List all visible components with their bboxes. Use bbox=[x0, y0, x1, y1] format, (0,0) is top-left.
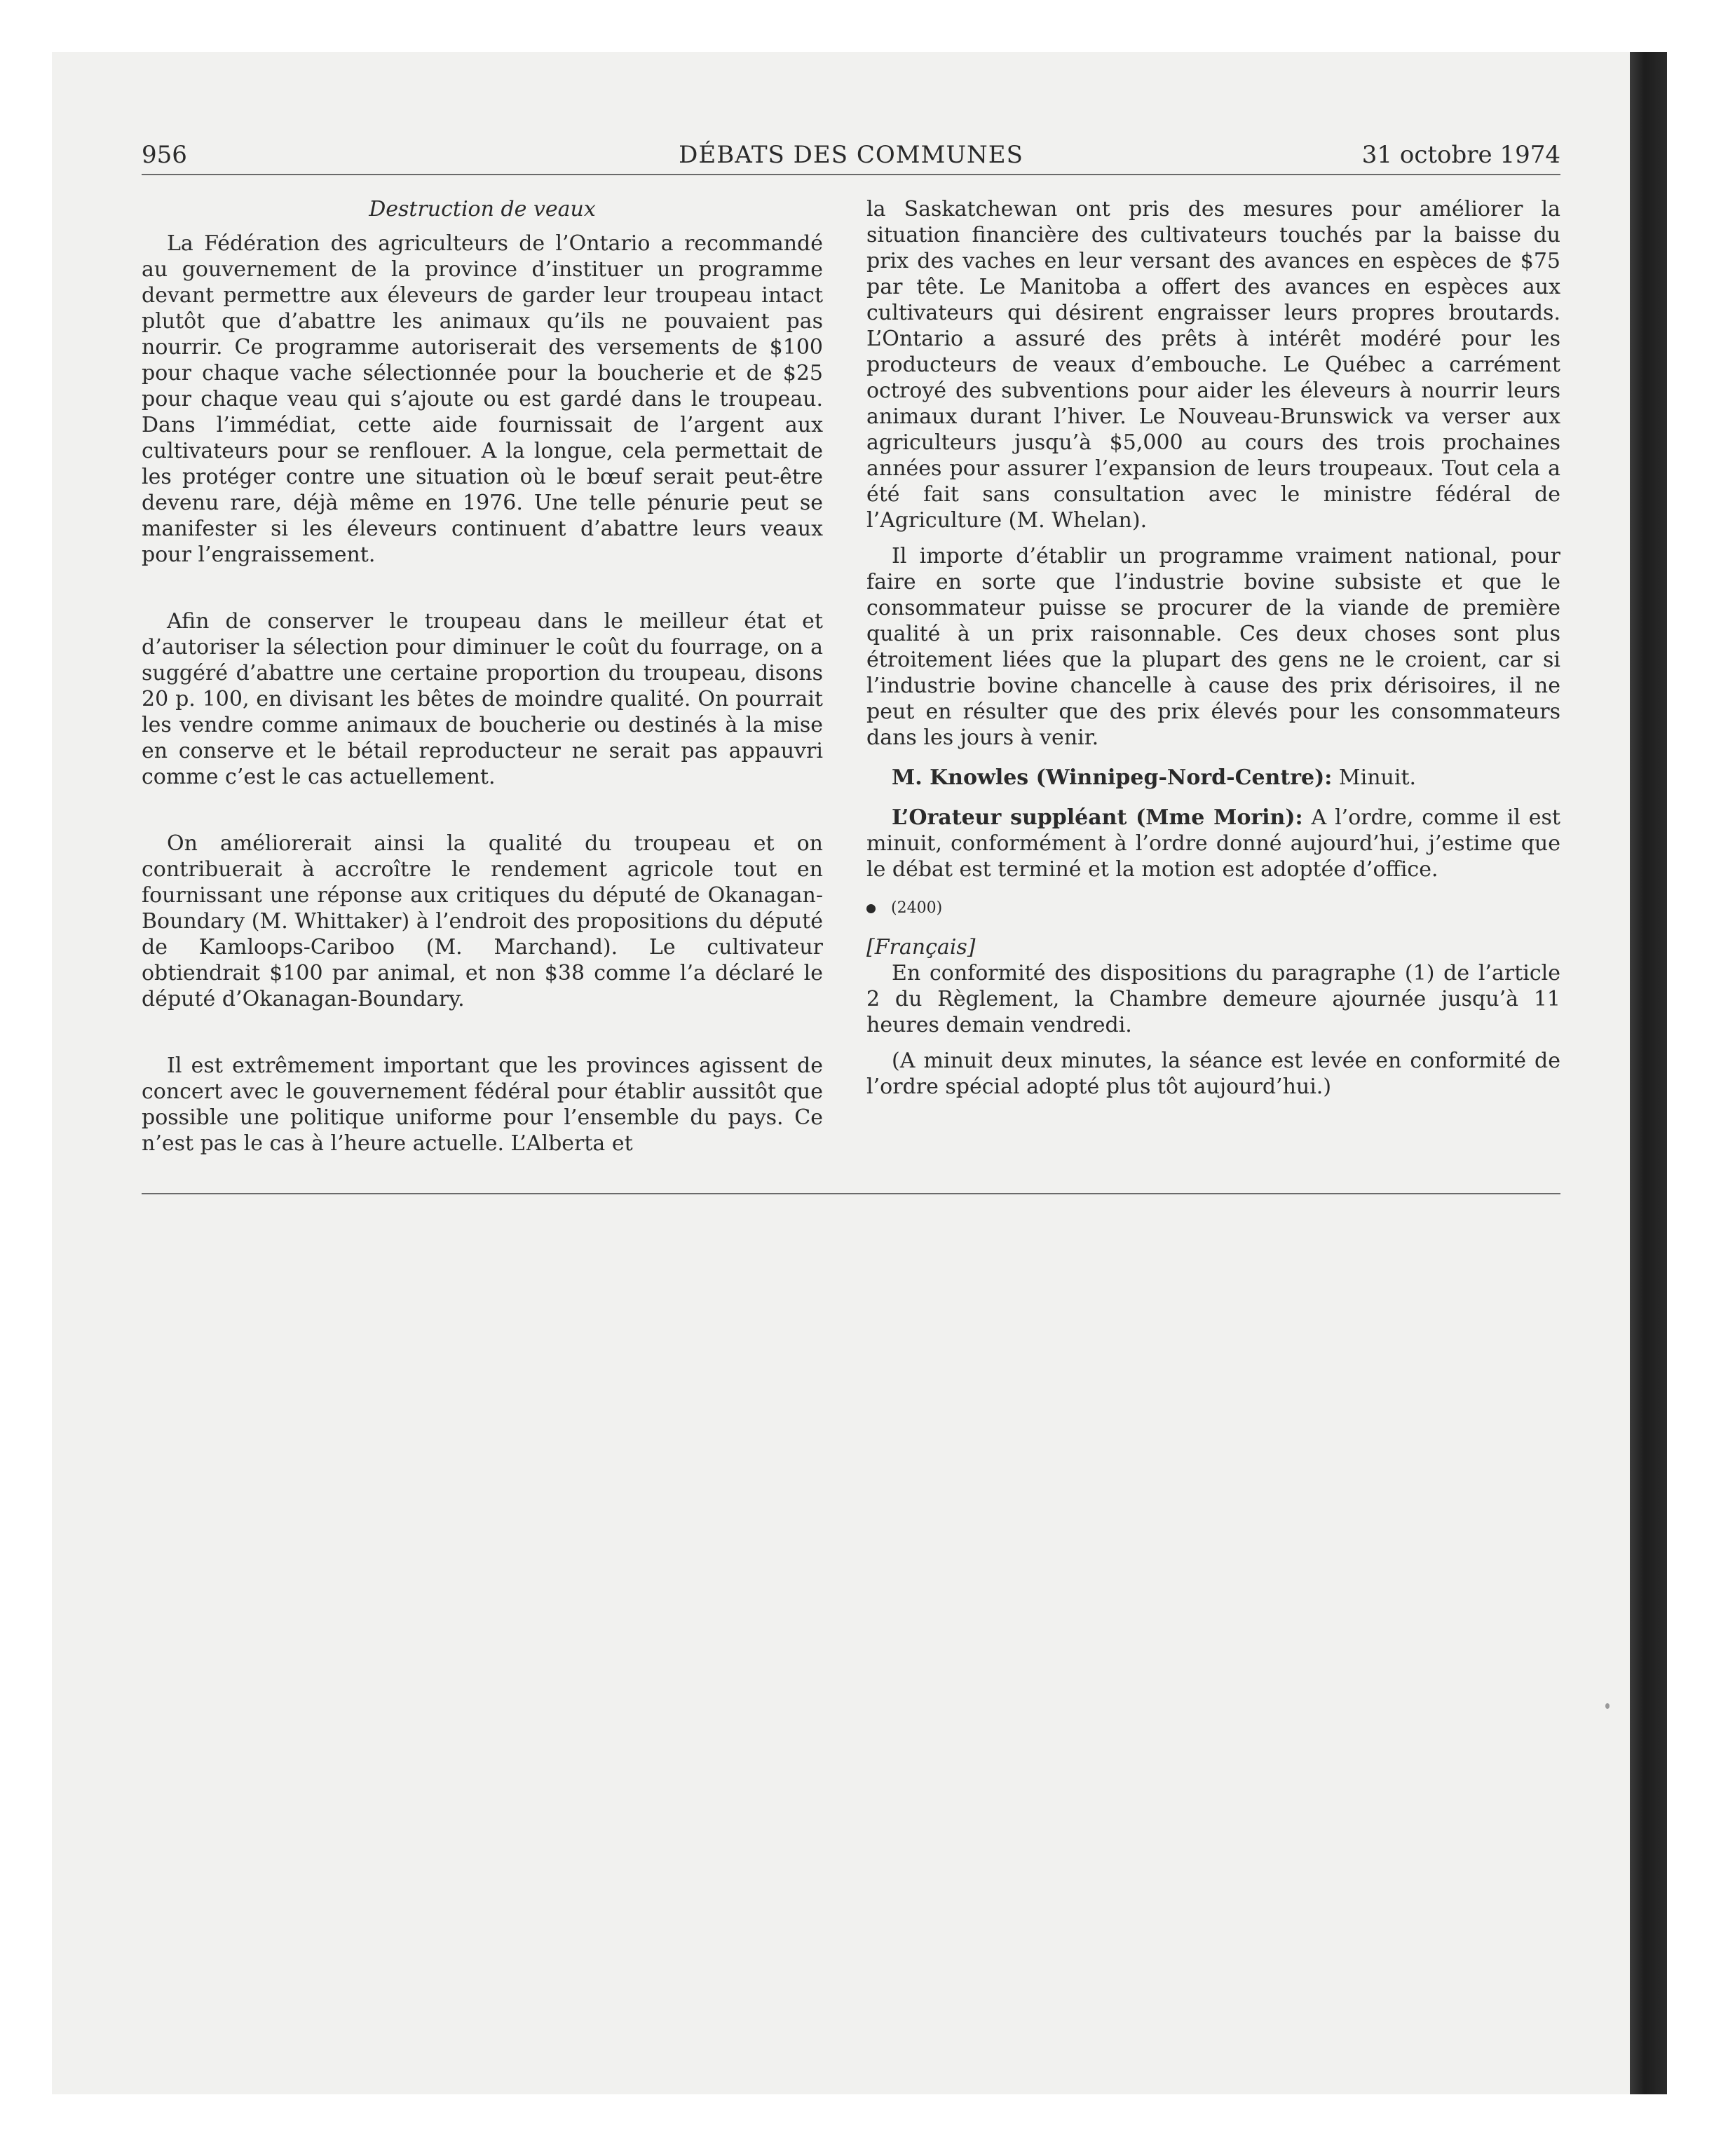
right-column bbox=[866, 196, 1560, 1100]
page-date: 31 octobre 1974 bbox=[1361, 141, 1560, 169]
page-spine-shadow bbox=[1630, 52, 1667, 2094]
page-title: DÉBATS DES COMMUNES bbox=[679, 141, 1023, 169]
time-marker-text: (2400) bbox=[891, 899, 943, 917]
speaker-name: L’Orateur suppléant (Mme Morin): bbox=[892, 805, 1303, 830]
time-marker bbox=[866, 898, 1560, 919]
scan-speck bbox=[1605, 1703, 1610, 1709]
page-number: 956 bbox=[142, 141, 187, 169]
bullet-icon bbox=[866, 904, 876, 913]
speech-text: A l’ordre, comme il est minuit, conformément à l’ordre donné aujourd’hui, j’estime que le débat est terminé et la motion est adoptée d’office. bbox=[866, 805, 1560, 882]
paragraph: Il importe d’établir un programme vraiment national, pour faire en sorte que l’industrie bovine subsiste et que le consommateur puisse se procurer de la viande de première qualité à un prix raisonnable. Ces deux choses sont plus étroitement liées que la plupart des gens ne le croient, car si l’industrie bovine chancelle à cause des prix dérisoires, il ne peut en résulter que des prix élevés pour les consommateurs dans les jours à venir. bbox=[866, 544, 1560, 750]
speech-text: Minuit. bbox=[1338, 765, 1417, 790]
speaker-name: M. Knowles (Winnipeg-Nord-Centre): bbox=[892, 765, 1333, 790]
paragraph: la Saskatchewan ont pris des mesures pour améliorer la situation financière des cultivateurs touchés par la baisse du prix des vaches en leur versant des avances en espèces de $75 par tête. Le Manitoba a offert des avances en espèces aux cultivateurs qui désirent engraisser leurs propres broutards. L’Ontario a assuré des prêts à intérêt modéré pour les producteurs de veaux d’embouche. Le Québec a carrément octroyé des subventions pour aider les éleveurs à nourrir leurs animaux durant l’hiver. Le Nouveau-Brunswick va verser aux agriculteurs jusqu’à $5,000 au cours des trois prochaines années pour assurer l’expansion de leurs troupeaux. Tout cela a été fait sans consultation avec le ministre fédéral de l’Agriculture (M. Whelan). bbox=[866, 197, 1560, 533]
paragraph: (A minuit deux minutes, la séance est levée en conformité de l’ordre spécial adopté plus tôt aujourd’hui.) bbox=[866, 1049, 1560, 1099]
paragraph: Il est extrêmement important que les provinces agissent de concert avec le gouvernement fédéral pour établir aussitôt que possible une politique uniforme pour l’ensemble du pays. Ce n’est pas le cas à l’heure actuelle. L’Alberta et bbox=[142, 1053, 823, 1156]
left-column bbox=[142, 196, 823, 1157]
section-heading: Destruction de veaux bbox=[369, 197, 596, 221]
speech bbox=[866, 765, 1560, 791]
paragraph: La Fédération des agriculteurs de l’Ontario a recommandé au gouvernement de la province d’instituer un programme devant permettre aux éleveurs de garder leur troupeau intact plutôt que d’abattre les animaux qu’ils ne pouvaient pas nourrir. Ce programme autoriserait des versements de $100 pour chaque vache sélectionnée pour la boucherie et de $25 pour chaque veau qui s’ajoute ou est gardé dans le troupeau. Dans l’immédiat, cette aide fournissait de l’argent aux cultivateurs pour se renflouer. A la longue, cela permettait de les protéger contre une situation où le bœuf serait peut-être devenu rare, déjà même en 1976. Une telle pénurie peut se manifester si les éleveurs continuent d’abattre leurs veaux pour l’engraissement. bbox=[142, 231, 823, 567]
paragraph: On améliorerait ainsi la qualité du troupeau et on contribuerait à accroître le rendement agricole tout en fournissant une réponse aux critiques du député de Okanagan-Boundary (M. Whittaker) à l’endroit des propositions du député de Kamloops-Cariboo (M. Marchand). Le cultivateur obtiendrait $100 par animal, et non $38 comme l’a déclaré le député d’Okanagan-Boundary. bbox=[142, 831, 823, 1011]
speech bbox=[866, 805, 1560, 882]
page-header bbox=[142, 137, 1560, 175]
paragraph: Afin de conserver le troupeau dans le meilleur état et d’autoriser la sélection pour diminuer le coût du fourrage, on a suggéré d’abattre une certaine proportion du troupeau, disons 20 p. 100, en divisant les bêtes de moindre qualité. On pourrait les vendre comme animaux de boucherie ou destinés à la mise en conserve et le bétail reproducteur ne serait pas appauvri comme c’est le cas actuellement. bbox=[142, 609, 823, 789]
footer-rule bbox=[142, 1193, 1560, 1194]
language-tag: [Français] bbox=[866, 935, 976, 960]
paragraph: En conformité des dispositions du paragraphe (1) de l’article 2 du Règlement, la Chambre demeure ajournée jusqu’à 11 heures demain vendredi. bbox=[866, 961, 1560, 1037]
